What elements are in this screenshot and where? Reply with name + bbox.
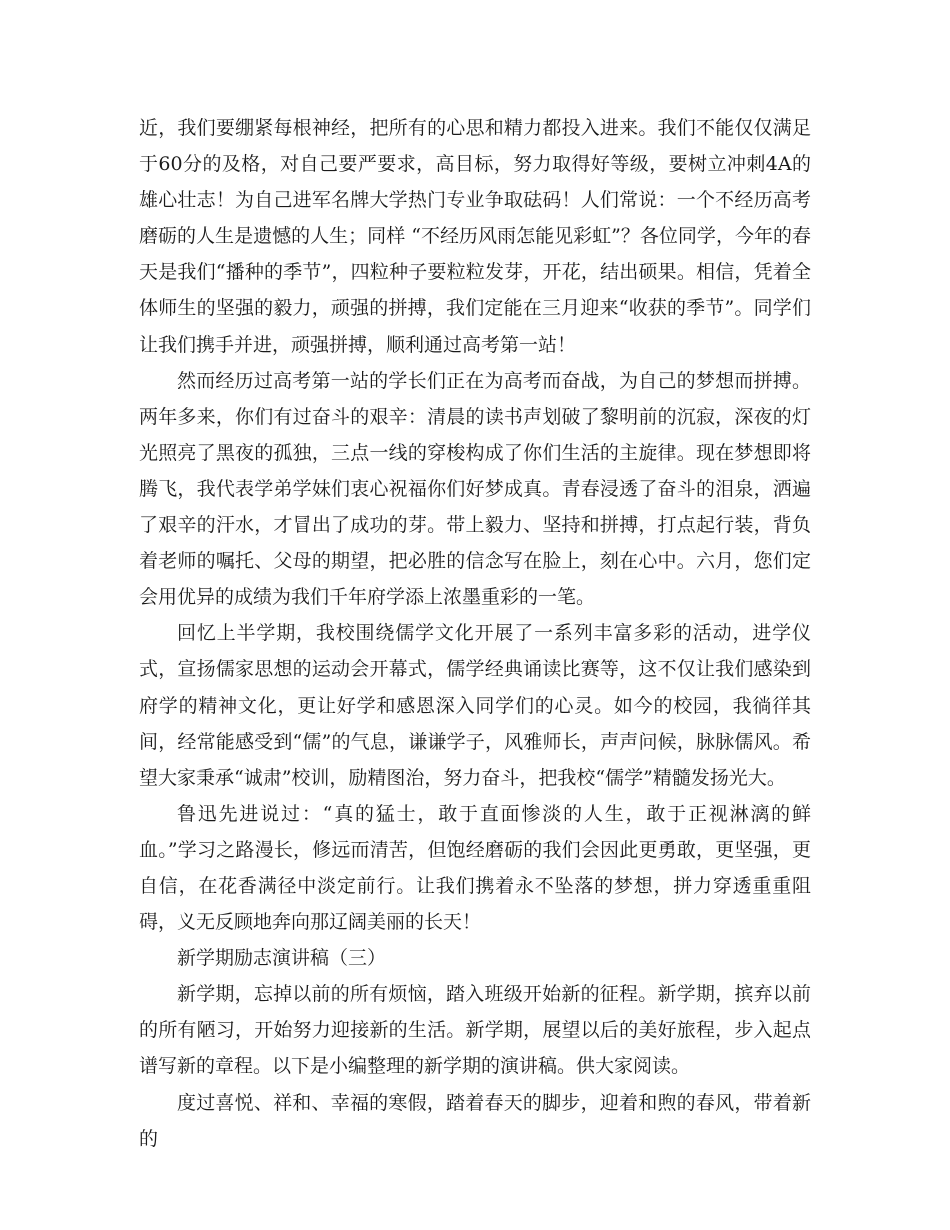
paragraph-5: 新学期，忘掉以前的所有烦恼，踏入班级开始新的征程。新学期，摈弃以前的所有陋习，开始努力迎接新的生活。新学期，展望以后的美好旅程，步入起点谱写新的章程。以下是小编整理的新学期的演讲稿。供大家阅读。 — [139, 983, 811, 1078]
paragraph-3: 回忆上半学期，我校围绕儒学文化开展了一系列丰富多彩的活动，进学仪式，宣扬儒家思想的运动会开幕式，儒学经典诵读比赛等，这不仅让我们感染到府学的精神文化，更让好学和感恩深入同学们的心灵。如今的校园，我徜徉其间，经常能感受到“儒”的气息，谦谦学子，风雅师长，声声问候，脉脉儒风。希望大家秉承“诚肃”校训，励精图治，努力奋斗，把我校“儒学”精髓发扬光大。 — [139, 622, 811, 789]
paragraph-2: 然而经历过高考第一站的学长们正在为高考而奋战，为自己的梦想而拼搏。两年多来，你们有过奋斗的艰辛：清晨的读书声划破了黎明前的沉寂，深夜的灯光照亮了黑夜的孤独，三点一线的穿梭构成了你们生活的主旋律。现在梦想即将腾飞，我代表学弟学妹们衷心祝福你们好梦成真。青春浸透了奋斗的泪泉，洒遍了艰辛的汗水，才冒出了成功的芽。带上毅力、坚持和拼搏，打点起行装，背负着老师的嘱托、父母的期望，把必胜的信念写在脸上，刻在心中。六月，您们定会用优异的成绩为我们千年府学添上浓墨重彩的一笔。 — [139, 369, 811, 609]
section-heading: 新学期励志演讲稿（三） — [177, 947, 387, 970]
document-page — [139, 110, 811, 1157]
paragraph-1: 近，我们要绷紧每根神经，把所有的心思和精力都投入进来。我们不能仅仅满足于60分的及格，对自己要严要求，高目标，努力取得好等级，要树立冲刺4A的雄心壮志！为自己进军名牌大学热门专业争取砝码！人们常说：一个不经历高考磨砺的人生是遗憾的人生；同样 “不经历风雨怎能见彩虹”？各位同学，今年的春天是我们“播种的季节”，四粒种子要粒粒发芽，开花，结出硕果。相信，凭着全体师生的坚强的毅力，顽强的拼搏，我们定能在三月迎来“收获的季节”。同学们让我们携手并进，顽强拼搏，顺利通过高考第一站！ — [139, 117, 811, 356]
paragraph-4: 鲁迅先进说过：“真的猛士，敢于直面惨淡的人生，敢于正视淋漓的鲜血。”学习之路漫长，修远而清苦，但饱经磨砺的我们会因此更勇敢，更坚强，更自信，在花香满径中淡定前行。让我们携着永不坠落的梦想，拼力穿透重重阻碍，义无反顾地奔向那辽阔美丽的长天！ — [139, 802, 811, 934]
paragraph-6: 度过喜悦、祥和、幸福的寒假，踏着春天的脚步，迎着和煦的春风，带着新的 — [139, 1091, 811, 1150]
